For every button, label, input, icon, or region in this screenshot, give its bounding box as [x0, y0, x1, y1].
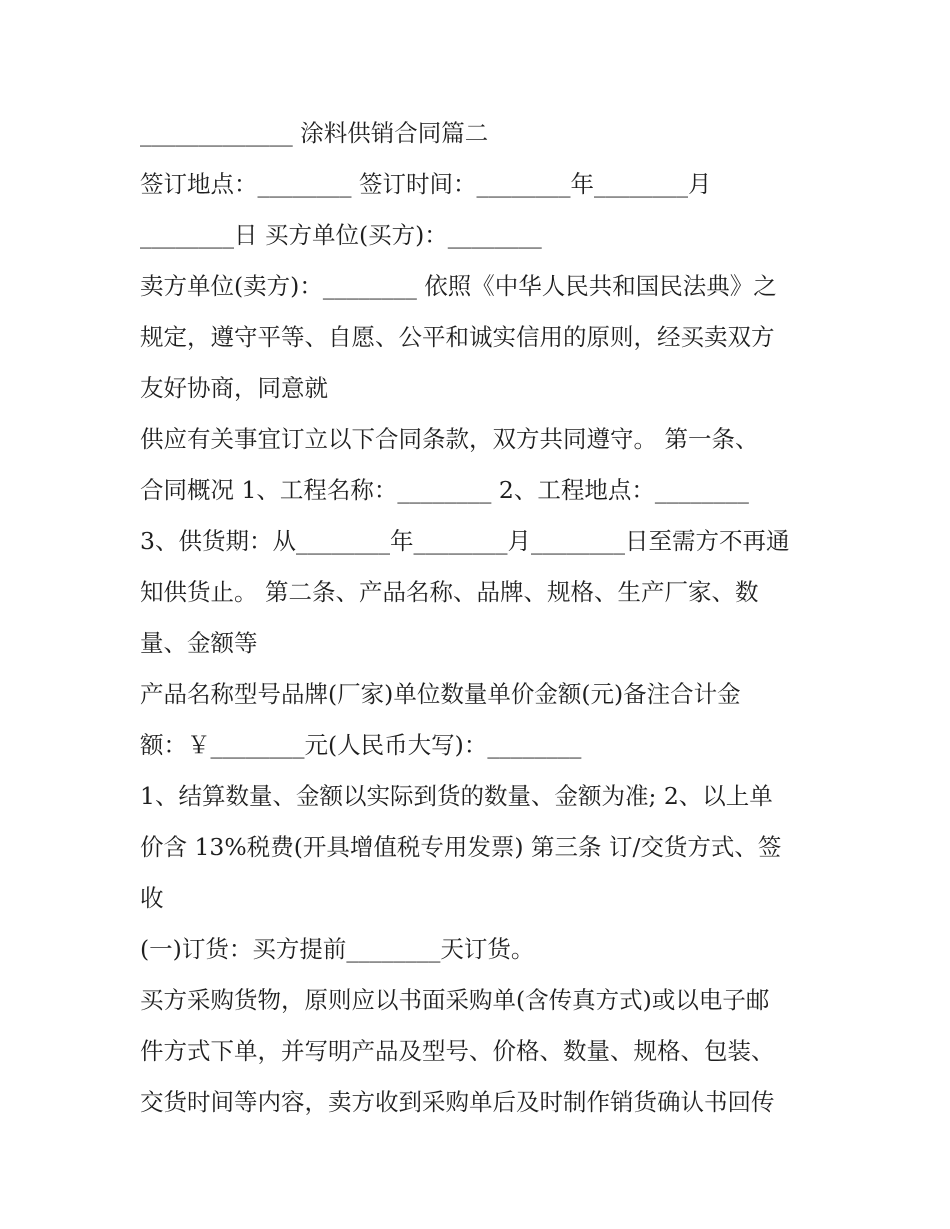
text-line: 合同概况 1、工程名称：________ 2、工程地点：________: [140, 476, 749, 504]
text-line: 友好协商，同意就: [140, 374, 328, 402]
text-line: 收: [140, 884, 164, 912]
text-line: 卖方单位(卖方)：________ 依照《中华人民共和国民法典》之: [140, 272, 777, 300]
text-line: 买方采购货物，原则应以书面采购单(含传真方式)或以电子邮: [140, 986, 770, 1014]
text-line: 签订地点：________ 签订时间：________年________月: [140, 170, 712, 198]
document-title: _____________ 涂料供销合同篇二: [140, 119, 489, 147]
text-line: 产品名称型号品牌(厂家)单位数量单价金额(元)备注合计金: [140, 680, 741, 708]
text-line: 件方式下单，并写明产品及型号、价格、数量、规格、包装、: [140, 1037, 775, 1065]
text-line: 额：￥________元(人民币大写)：________: [140, 731, 582, 759]
document-body: [140, 108, 830, 1128]
text-line: 价含 13%税费(开具增值税专用发票) 第三条 订/交货方式、签: [140, 833, 782, 861]
text-line: 供应有关事宜订立以下合同条款，双方共同遵守。 第一条、: [140, 425, 759, 453]
text-line: 3、供货期：从________年________月________日至需方不再通: [140, 527, 790, 555]
text-line: ________日 买方单位(买方)：________: [140, 221, 542, 249]
text-line: (一)订货：买方提前________天订货。: [140, 935, 535, 963]
text-line: 知供货止。 第二条、产品名称、品牌、规格、生产厂家、数: [140, 578, 759, 606]
text-line: 规定，遵守平等、自愿、公平和诚实信用的原则，经买卖双方: [140, 323, 775, 351]
text-line: 量、金额等: [140, 629, 258, 657]
text-line: 1、结算数量、金额以实际到货的数量、金额为准; 2、以上单: [140, 782, 773, 810]
text-line: 交货时间等内容，卖方收到采购单后及时制作销货确认书回传: [140, 1088, 775, 1116]
